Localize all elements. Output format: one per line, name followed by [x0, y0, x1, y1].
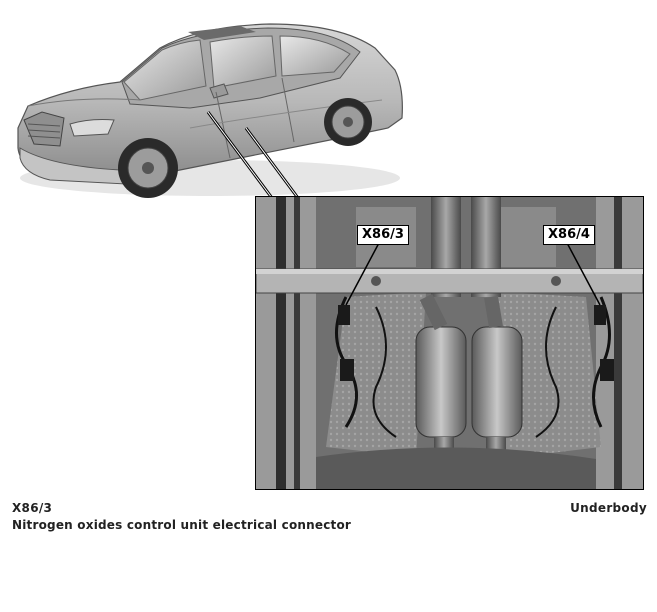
component-code: X86/3	[12, 501, 53, 515]
component-location: Underbody	[570, 501, 647, 515]
callout-x86-4: X86/4	[543, 225, 595, 245]
component-description: Nitrogen oxides control unit electrical connector	[12, 518, 352, 532]
callout-x86-3: X86/3	[357, 225, 409, 245]
car-illustration	[10, 8, 410, 208]
underbody-detail-photo	[255, 196, 644, 490]
